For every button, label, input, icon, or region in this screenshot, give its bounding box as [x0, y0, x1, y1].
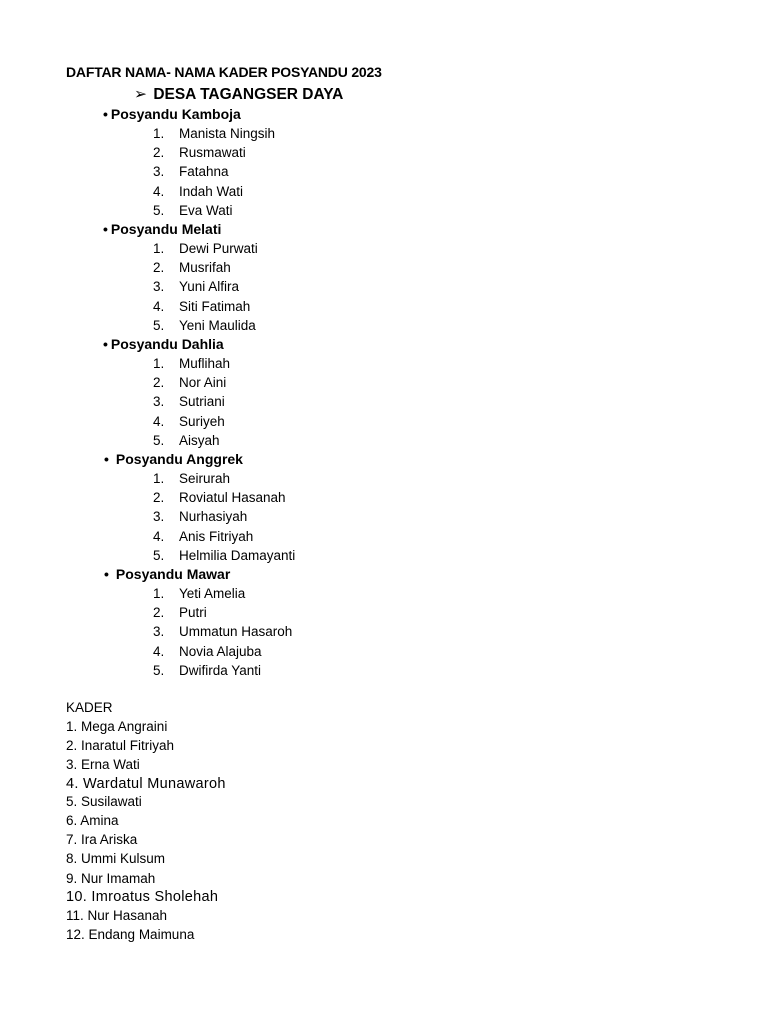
kader-heading: KADER: [66, 700, 113, 715]
member-number: 3.: [153, 164, 165, 180]
member-number: 3.: [153, 624, 165, 640]
member-name: Indah Wati: [179, 183, 244, 199]
member-name: Yeni Maulida: [179, 317, 256, 333]
member-name: Yuni Alfira: [179, 279, 240, 295]
kader-item: 11. Nur Hasanah: [66, 908, 168, 923]
member-number: 4.: [153, 298, 165, 314]
kader-item: 8. Ummi Kulsum: [66, 851, 166, 866]
kader-item: 10. Imroatus Sholehah: [66, 889, 219, 905]
member-item: [153, 548, 295, 563]
bullet-icon: •: [104, 566, 109, 582]
bullet-icon: •: [104, 451, 109, 467]
member-item: [153, 279, 239, 294]
kader-item: 5. Susilawati: [66, 794, 142, 809]
member-number: 1.: [153, 241, 165, 256]
member-name: Nurhasiyah: [179, 509, 248, 525]
member-number: 2.: [153, 605, 165, 621]
member-number: 1.: [153, 586, 165, 601]
member-number: 5.: [153, 202, 165, 218]
member-number: 3.: [153, 394, 165, 410]
member-item: [153, 433, 220, 448]
arrow-bullet-icon: ➢: [134, 86, 147, 103]
member-item: [153, 375, 226, 390]
member-name: Fatahna: [179, 164, 229, 180]
member-name: Eva Wati: [179, 202, 233, 218]
member-name: Seirurah: [179, 471, 231, 486]
member-number: 5.: [153, 432, 165, 448]
member-number: 5.: [153, 547, 165, 563]
member-item: [153, 586, 245, 601]
posyandu-name: Posyandu Melati: [110, 221, 222, 237]
member-item: [153, 394, 225, 409]
member-number: 4.: [153, 643, 165, 659]
posyandu-name: Posyandu Dahlia: [110, 336, 224, 352]
posyandu-heading: [103, 336, 224, 352]
kader-item: 9. Nur Imamah: [66, 871, 156, 886]
member-name: Muflihah: [179, 356, 231, 371]
member-item: [153, 126, 275, 141]
member-name: Siti Fatimah: [179, 298, 251, 314]
member-name: Putri: [179, 605, 207, 621]
member-name: Suriyeh: [179, 413, 225, 429]
member-item: [153, 145, 246, 160]
member-item: [153, 529, 253, 544]
posyandu-heading: [104, 566, 230, 582]
bullet-icon: •: [103, 336, 108, 352]
member-number: 5.: [153, 662, 165, 678]
posyandu-heading: [104, 451, 243, 467]
member-item: [153, 356, 230, 371]
member-name: Ummatun Hasaroh: [179, 624, 293, 640]
member-number: 3.: [153, 509, 165, 525]
kader-item: 2. Inaratul Fitriyah: [66, 738, 175, 753]
member-number: 1.: [153, 356, 165, 371]
posyandu-name: Posyandu Anggrek: [115, 451, 243, 467]
village-name: DESA TAGANGSER DAYA: [153, 86, 344, 103]
member-name: Roviatul Hasanah: [179, 490, 286, 506]
member-number: 2.: [153, 490, 165, 506]
member-name: Dewi Purwati: [179, 241, 258, 256]
member-name: Sutriani: [179, 394, 225, 410]
member-name: Yeti Amelia: [179, 586, 246, 601]
member-item: [153, 644, 262, 659]
member-item: [153, 318, 256, 333]
member-name: Anis Fitriyah: [179, 528, 254, 544]
member-name: Helmilia Damayanti: [179, 547, 296, 563]
document-title: DAFTAR NAMA- NAMA KADER POSYANDU 2023: [66, 64, 382, 80]
member-name: Musrifah: [179, 260, 231, 276]
bullet-icon: •: [103, 106, 108, 122]
member-number: 1.: [153, 126, 165, 141]
member-item: [153, 241, 258, 256]
member-item: [153, 260, 231, 275]
member-item: [153, 184, 243, 199]
member-item: [153, 605, 207, 620]
member-number: 2.: [153, 145, 165, 161]
member-item: [153, 164, 229, 179]
member-item: [153, 299, 250, 314]
member-number: 5.: [153, 317, 165, 333]
member-number: 1.: [153, 471, 165, 486]
member-number: 2.: [153, 375, 165, 391]
kader-item: 3. Erna Wati: [66, 757, 140, 772]
member-item: [153, 490, 286, 505]
member-name: Rusmawati: [179, 145, 246, 161]
member-number: 4.: [153, 183, 165, 199]
member-name: Nor Aini: [179, 375, 227, 391]
member-name: Manista Ningsih: [179, 126, 276, 141]
member-name: Dwifirda Yanti: [179, 662, 262, 678]
member-item: [153, 663, 261, 678]
posyandu-heading: [103, 106, 241, 122]
member-number: 2.: [153, 260, 165, 276]
member-item: [153, 471, 230, 486]
kader-item: 7. Ira Ariska: [66, 832, 138, 847]
member-name: Novia Alajuba: [179, 643, 262, 659]
kader-item: 4. Wardatul Munawaroh: [66, 776, 226, 792]
member-name: Aisyah: [179, 432, 220, 448]
member-number: 4.: [153, 413, 165, 429]
member-item: [153, 509, 247, 524]
member-item: [153, 203, 233, 218]
member-number: 4.: [153, 528, 165, 544]
village-heading: [134, 85, 343, 104]
member-item: [153, 624, 292, 639]
kader-item: 6. Amina: [66, 813, 119, 828]
posyandu-heading: [103, 221, 221, 237]
member-item: [153, 414, 225, 429]
kader-item: 12. Endang Maimuna: [66, 927, 195, 942]
posyandu-name: Posyandu Mawar: [115, 566, 231, 582]
bullet-icon: •: [103, 221, 108, 237]
posyandu-name: Posyandu Kamboja: [110, 106, 241, 122]
kader-item: 1. Mega Angraini: [66, 719, 168, 734]
member-number: 3.: [153, 279, 165, 295]
